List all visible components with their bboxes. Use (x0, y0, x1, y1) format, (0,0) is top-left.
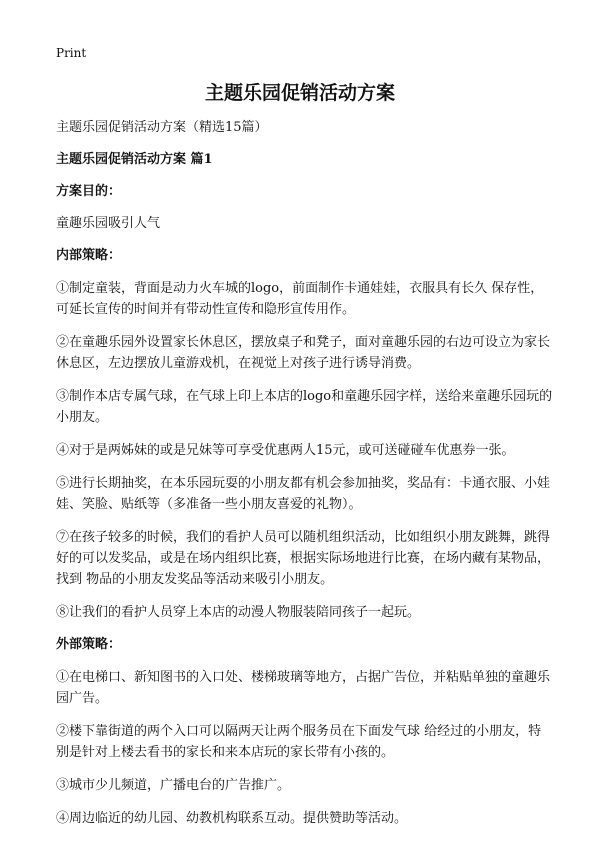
external-item: ③城市少儿频道，广播电台的广告推广。 (56, 778, 291, 793)
print-link[interactable]: Print (56, 46, 87, 60)
internal-item: ⑤进行长期抽奖，在本乐园玩耍的小朋友都有机会参加抽奖，奖品有：卡通衣服、小娃娃、笑脸、贴纸等（多准备一些小朋友喜爱的礼物）。 (56, 476, 551, 512)
internal-item: ⑧让我们的看护人员穿上本店的动漫人物服装陪同孩子一起玩。 (56, 605, 421, 620)
external-item: ①在电梯口、新知图书的入口处、楼梯玻璃等地方，占据广告位，并粘贴单独的童趣乐园广告。 (56, 670, 551, 706)
section-title: 主题乐园促销活动方案 篇1 (56, 152, 213, 167)
external-item: ④周边临近的幼儿园、幼教机构联系互动。提供赞助等活动。 (56, 811, 408, 826)
internal-item: ②在童趣乐园外设置家长休息区，摆放桌子和凳子，面对童趣乐园的右边可设立为家长 休息区，左边摆放儿童游戏机，在视觉上对孩子进行诱导消费。 (56, 335, 551, 371)
goal-heading: 方案目的： (56, 184, 122, 199)
document-title: 主题乐园促销活动方案 (204, 82, 395, 104)
internal-item: ①制定童装，背面是动力火车城的logo，前面制作卡通娃娃，衣服具有长久 保存性，可延长宣传的时间并有带动性宣传和隐形宣传用作。 (56, 281, 544, 317)
document-subtitle: 主题乐园促销活动方案（精选15篇） (56, 120, 268, 135)
external-item: ②楼下靠街道的两个入口可以隔两天让两个服务员在下面发气球 给经过的小朋友，特 别是针对上楼去看书的家长和来本店玩的家长带有小孩的。 (56, 724, 542, 760)
goal-text: 童趣乐园吸引人气 (56, 216, 161, 231)
external-strategy-heading: 外部策略： (56, 637, 122, 652)
internal-item: ④对于是两姊妹的或是兄妹等可享受优惠两人15元，或可送碰碰车优惠券一张。 (56, 443, 515, 458)
internal-item: ③制作本店专属气球，在气球上印上本店的logo和童趣乐园字样，送给来童趣乐园玩的小朋友。 (56, 389, 553, 425)
internal-item: ⑦在孩子较多的时候，我们的看护人员可以随机组织活动，比如组织小朋友跳舞，跳得好的可以发奖品，或是在场内组织比赛，根据实际场地进行比赛，在场内藏有某物品，找到 物品的小朋友发奖品等活动来吸引小朋友。 (56, 530, 551, 587)
internal-strategy-heading: 内部策略： (56, 248, 122, 263)
document-body (56, 118, 556, 841)
